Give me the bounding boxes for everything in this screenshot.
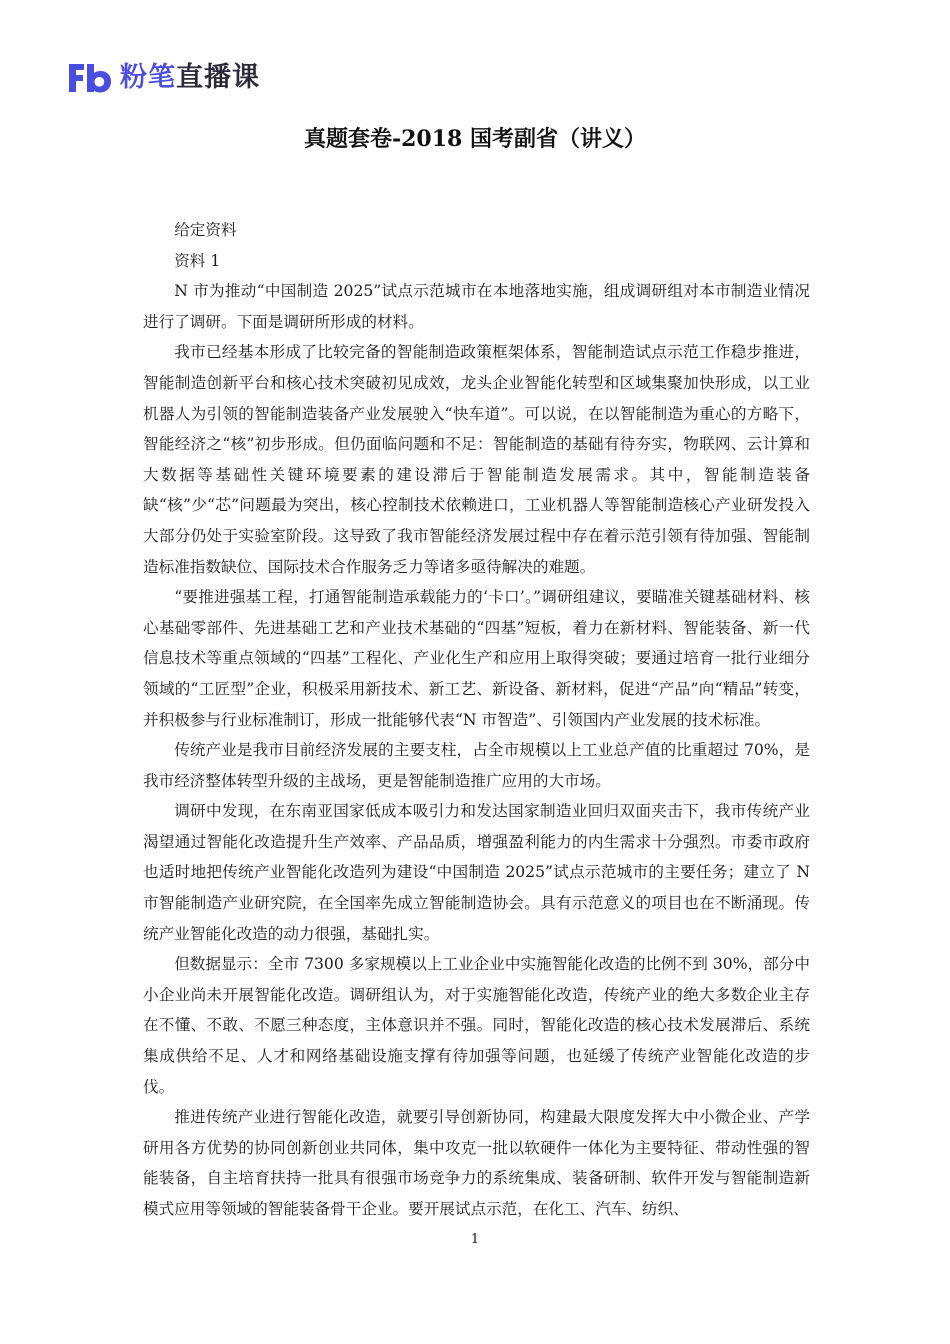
- paragraph: 但数据显示：全市 7300 多家规模以上工业企业中实施智能化改造的比例不到 30%，部分中小企业尚未开展智能化改造。调研组认为，对于实施智能化改造，传统产业的绝大多数企业主存在不懂、不敢、不愿三种态度，主体意识并不强。同时，智能化改造的核心技术发展滞后、系统集成供给不足、人才和网络基础设施支撑有待加强等问题，也延缓了传统产业智能化改造的步伐。: [143, 955, 810, 1096]
- paragraph: “要推进强基工程，打通智能制造承载能力的‘卡口’。”调研组建议，要瞄准关键基础材料、核心基础零部件、先进基础工艺和产业技术基础的“四基”短板，着力在新材料、智能装备、新一代信息技术等重点领域的“四基”工程化、产业化生产和应用上取得突破；要通过培育一批行业细分领域的“工匠型”企业，积极采用新技术、新工艺、新设备、新材料，促进“产品”向“精品”转变，并积极参与行业标准制订，形成一批能够代表“N 市智造”、引领国内产业发展的技术标准。: [143, 588, 810, 729]
- brand-logo: [66, 60, 260, 96]
- paragraph: 推进传统产业进行智能化改造，就要引导创新协同，构建最大限度发挥大中小微企业、产学研用各方优势的协同创新创业共同体，集中攻克一批以软硬件一体化为主要特征、带动性强的智能装备，自主培育扶持一批具有很强市场竞争力的系统集成、装备研制、软件开发与智能制造新模式应用等领域的智能装备骨干企业。要开展试点示范，在化工、汽车、纺织、: [143, 1108, 810, 1218]
- fb-logo-icon: [66, 60, 114, 96]
- paragraph: 传统产业是我市目前经济发展的主要支柱，占全市规模以上工业总产值的比重超过 70%，是我市经济整体转型升级的主战场，更是智能制造推广应用的大市场。: [143, 741, 810, 790]
- section-heading: 资料 1: [174, 251, 221, 270]
- paragraph: N 市为推动“中国制造 2025”试点示范城市在本地落地实施，组成调研组对本市制造业情况进行了调研。下面是调研所形成的材料。: [143, 282, 810, 331]
- paragraph: 我市已经基本形成了比较完备的智能制造政策框架体系，智能制造试点示范工作稳步推进，智能制造创新平台和核心技术突破初见成效，龙头企业智能化转型和区域集聚加快形成，以工业机器人为引领的智能制造装备产业发展驶入“快车道”。可以说，在以智能制造为重心的方略下，智能经济之“核”初步形成。但仍面临问题和不足：智能制造的基础有待夯实，物联网、云计算和大数据等基础性关键环境要素的建设滞后于智能制造发展需求。其中，智能制造装备缺“核”少“芯”问题最为突出，核心控制技术依赖进口，工业机器人等智能制造核心产业研发投入大部分仍处于实验室阶段。这导致了我市智能经济发展过程中存在着示范引领有待加强、智能制造标准指数缺位、国际技术合作服务乏力等诸多亟待解决的难题。: [143, 343, 810, 576]
- document-body: [143, 215, 810, 1225]
- document-title: 真题套卷-2018 国考副省（讲义）: [303, 126, 647, 152]
- brand-text: 粉笔: [120, 62, 176, 93]
- brand-name: [120, 60, 260, 96]
- section-heading: 给定资料: [174, 221, 237, 239]
- paragraph: 调研中发现，在东南亚国家低成本吸引力和发达国家制造业回归双面夹击下，我市传统产业渴望通过智能化改造提升生产效率、产品品质，增强盈利能力的内生需求十分强烈。市委市政府也适时地把传统产业智能化改造列为建设“中国制造 2025”试点示范城市的主要任务；建立了 N 市智能制造产业研究院，在全国率先成立智能制造协会。具有示范意义的项目也在不断涌现。传统产业智能化改造的动力很强，基础扎实。: [143, 802, 810, 943]
- page-number: 1: [470, 1232, 480, 1247]
- product-text: 直播课: [176, 62, 260, 93]
